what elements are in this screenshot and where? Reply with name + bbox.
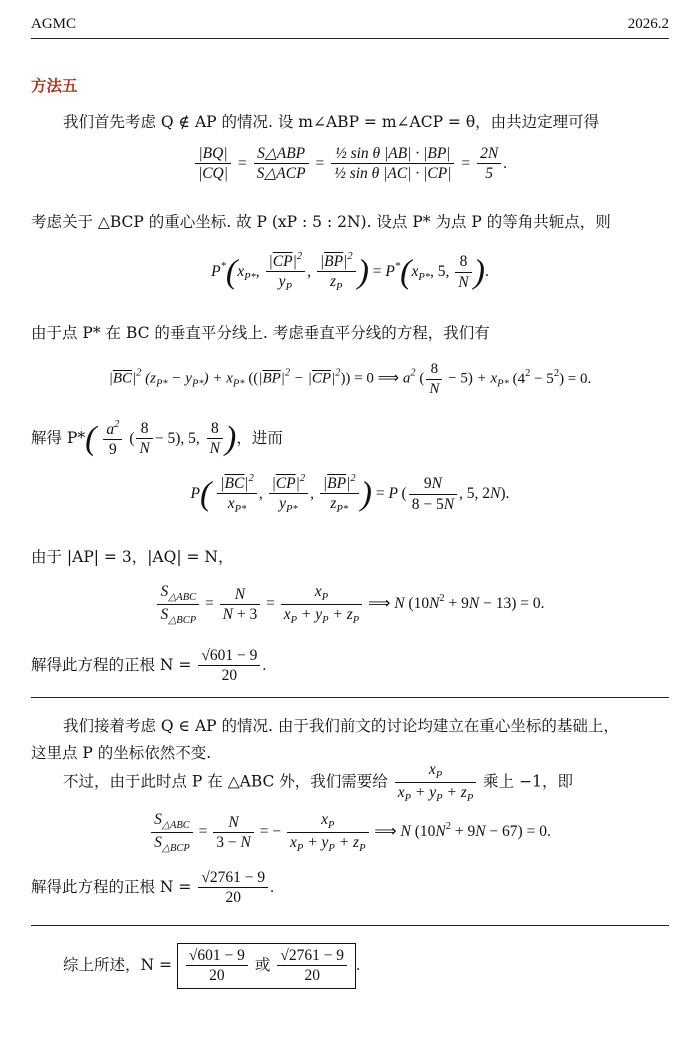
paragraph-10: 解得此方程的正根 N = $\frac{√2761 - 9}{20}$ . bbox=[31, 869, 274, 907]
frac-sin: $\frac{\text{½ sin θ |AB| · |BP|}}{\text{½ sin θ |AC| · |CP|}}$ bbox=[331, 144, 454, 184]
equation-6: $S_{\triangle ABC}$ $S_{\triangle BCP}$ = $\frac{N}{3 - N}$ = − $\frac{x_P}{x_P + y_P + z_P}$ ⟹ N $(10N^2 + 9N - 67) = 0$. bbox=[31, 810, 669, 855]
equation-5: $S_{\triangle ABC}$ $S_{\triangle BCP}$ = $\frac{N}{N + 3}$ = $\frac{x_P}{x_P + y_P + z_P}$ ⟹ N $(10N^2 + 9N - 13) = 0$. bbox=[31, 582, 669, 627]
equation-4: P( $\frac{|\overline{BC}|^2}{x_{P*}}$ , $\frac{|\overline{CP}|^2}{y_{P*}}$ , $\frac{|\overline{BP}|^2}{z_{P*}}$ ) = P ( $\frac{9N}{8 - 5N}$ , 5, 2N). bbox=[190, 473, 510, 516]
equation-2: $P^*(x_{P*}$, $\frac{|\overline{CP}|^2}{y_P}$ , $\frac{|\overline{BP}|^2}{z_P}$ ) = $P^*(x_{P*}$, 5, $\frac{8}{N}$ ). bbox=[211, 251, 489, 294]
page-header bbox=[31, 12, 669, 39]
answer-box: $\frac{√601 - 9}{20}$ 或 $\frac{√2761 - 9}{20}$ bbox=[177, 943, 356, 989]
header-right: 2026.2 bbox=[627, 16, 669, 32]
paragraph-9: 不过，由于此时点 P 在 △ABC 外，我们需要给 $\frac{x_P}{x_P + y_P + z_P}$ 乘上 −1，即 bbox=[63, 761, 573, 805]
paragraph-7: 我们接着考虑 Q ∈ AP 的情况. 由于我们前文的讨论均建立在重心坐标的基础上， bbox=[63, 717, 619, 735]
paragraph-2: 考虑关于 △BCP 的重心坐标. 故 P (xP : 5 : 2N). 设点 P* 为点 P 的等角共轭点，则 bbox=[31, 213, 611, 231]
paragraph-5: 由于 |AP| = 3，|AQ| = N， bbox=[31, 548, 234, 566]
paragraph-4: 解得 P*( $\frac{a^2}{9}$ ( $\frac{8}{N}$ − 5), 5, $\frac{8}{N}$ )，进而 bbox=[31, 419, 283, 459]
equation-3: $|\overline{BC}|^2$ $(z_{P*} - y_{P*}) + x_{P*}$ $((|\overline{BP}|^2 - |\overline{CP}|^2)) = 0$ ⟹ $a^2$ ( $\frac{8}{N}$ − $5) + x_{P*}$ $(4^2 - 5^2) = 0$. bbox=[108, 361, 592, 397]
frac-area: S△ABP S△ACP bbox=[254, 144, 309, 184]
conclusion: 综上所述，N = $\frac{√601 - 9}{20}$ 或 $\frac{√2761 - 9}{20}$ . bbox=[31, 943, 669, 989]
section-title: 方法五 bbox=[31, 76, 78, 95]
header-left: AGMC bbox=[31, 16, 77, 32]
paragraph-8: 这里点 P 的坐标依然不变. bbox=[31, 744, 212, 762]
paragraph-1: 我们首先考虑 Q ∉ AP 的情况. 设 m∠ABP = m∠ACP = θ，由共边定理可得 bbox=[63, 113, 600, 131]
paragraph-6: 解得此方程的正根 N = $\frac{√601 - 9}{20}$ . bbox=[31, 647, 267, 685]
frac-bq-cq: $\frac{|BQ|}{|CQ|}$ bbox=[195, 144, 231, 184]
divider-2 bbox=[31, 925, 669, 926]
frac-result: $\frac{2N}{5}$ bbox=[477, 144, 501, 184]
equation-1: $\frac{|BQ|}{|CQ|}$ = S△ABP S△ACP = $\frac{\text{½ sin θ |AB| · |BP|}}{\text{½ sin θ |AC| · |CP|}}$ = $\frac{2N}{5}$ . bbox=[31, 144, 669, 184]
paragraph-3: 由于点 P* 在 BC 的垂直平分线上. 考虑垂直平分线的方程，我们有 bbox=[31, 324, 490, 342]
divider-1 bbox=[31, 697, 669, 698]
